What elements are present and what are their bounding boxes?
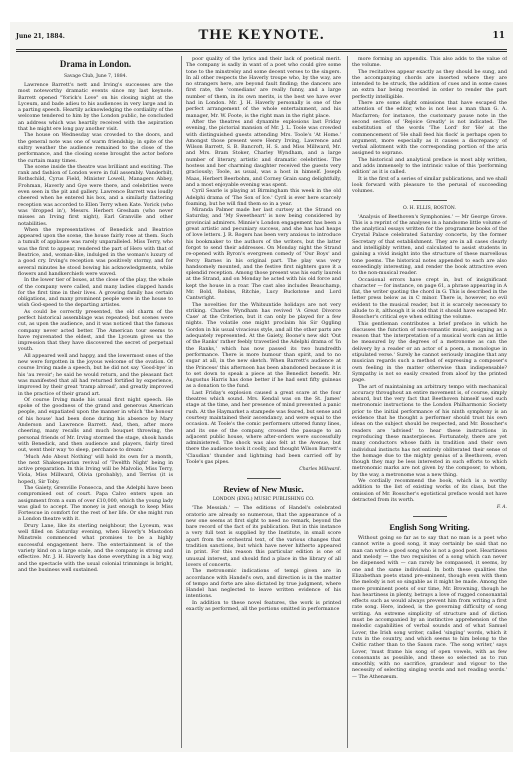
paragraph: It is the first of a series of similar publications, and we shall look forward with pleasure to the perusal of succeeding volumes. (352, 175, 507, 195)
paragraph: When the representatives of Benedick and Beatrice appeared upon the scene, the house fairly rose at them. Such a tumult of applause was rarely unparalleled. Miss Terry, who was the first to appear, rendered the part of Hero with that of Beatrice, and, woman-like, indulged in the woman's luxury of a good cry. Irving's reception was positively stormy, and for several minutes he stood bowing his acknowledgments, while flowers and handkerchiefs were waved. (18, 226, 173, 277)
paragraph: Occasional errors have crept in, but of insignificant character — for instance, on page 61, a phrase appearing in A flat, the writer quoting the chord in G. This is described in the letter press below as in C minor. There is, however, no evil evident to the musical reader, but it is scarcely necessary to allude to it, although it is odd that it should have escaped Mr. Bosscher's critical eye when editing the volume. (352, 276, 507, 321)
paragraph: The novelties for the Whitsuntide holidays are not very striking. Charles Wyndham has revived 'A Great Divorce Case' at the Criterion, but it can only be played for a few nights. The volatile one might proclaim his Sir Oggling Gordon in his usual vivacious style, and all the other parts are adequately represented. At the Gaiety, Boone's new skit 'Out of the Ranks' rather feebly travestied the Adelphi drama of 'In the Ranks,' which has now passed its two hundredth performance. There is more humour than spirit, and to no sugar at all, in the new sketch. When Barrett's audience at the Princess' this afternoon has been abandoned because it is to set down to speak a piece at the Benedict benefit. Mr. Augustus Harris has done better if he had sent fifty guineas as a donation to the fund. (186, 301, 341, 390)
column-divider (181, 56, 182, 748)
author-signature: Charles Millward. (299, 467, 341, 473)
paragraph: The art of maintaining an arbitrary tempo with mechanical accuracy throughout an entire movement is, of course, simply absurd, but the very fact that Beethoven himself used such metronomic instructions to the London Philharmonic Society prior to the initial performance of his ninth symphony is an evidence that he thought a performer should trust his own ideas on the subject should be respected, and Mr. Bosscher's readers are 'advised' to hear these instructions in reproducing these masterpieces. Fortunately, there are yet many conductors whose faith in tradition and their own individual instincts has not entirely obliterated their sense of the homage due to the mighty genius of a Beethoven, even though they may be less interested in such efforts to which metronomic marks are not given by the composer, to whom, by the way, a metronome was a new thing. (352, 383, 507, 478)
review-body (352, 214, 507, 504)
article-heading: Drama in London. (59, 59, 132, 69)
article-body (18, 82, 173, 573)
section-separator (247, 478, 281, 479)
column-divider (347, 56, 348, 748)
header-rule-thin (16, 51, 507, 52)
article-body-continued (186, 56, 341, 465)
header-rule (16, 49, 507, 50)
review-body (186, 505, 341, 612)
paragraph: The Gaiety, Grenville Fonsecca, and the Adelphi have been compromised out of court. Papa Calvo enters upon an assignment from a sum of over £10,000, which the young lady was glad to accept. The money is just enough to keep Miss Fortescue in comfort for the rest of her life. Or she might run a London theatre with it. (18, 485, 173, 523)
paragraph: In the lower tier of boxes, at the close of the play, the whole of the company were called, and many ladies clapped hands for the first time in their lives. A growing family has certain obligations, and many prominent people were in the house to wish God-speed to the departing artistes. (18, 277, 173, 309)
paragraph: 'Analysis of Beethoven's Symphonies.' — Mr George Grove. This is a reprint of the analyses in a handsome little volume of the analytical essays written for the programme books of the Crystal Palace celebrated Saturday concerts, by the former Secretary of that establishment. They are in all cases clearly and intelligibly written, and calculated to assist students in gaining a vivid insight into the structure of these marvellous tone poems. The historical notes appended to each are also exceedingly interesting, and render the book attractive even to the non-musical reader. (352, 213, 507, 277)
page-number: 11 (492, 31, 505, 41)
column-2 (186, 56, 341, 746)
article-body (352, 535, 507, 680)
issue-date: June 21, 1884. (16, 33, 65, 40)
dateline: Savage Club, June 7, 1884. (63, 74, 128, 79)
paragraph: This gentleman contributes a brief preface in which he discusses the function of non-romantic music, assigning as a reason that 'the interpretation of a musical work can as little be measured by the degrees of a metronome as can the delivery by a reader or an actor of a poem, a monologue in stipulated verse.' Surely he cannot seriously imagine that any musician regards such a method of expressing a composer's own feeling in the matter otherwise than indispensable? Sympathy is not so easily created from aloof by the printed page. (352, 320, 507, 384)
paragraph: We cordially recommend the book, which is a worthy addition to the list of existing works of its class, but the omission of Mr. Bosscher's egotistical preface would not have detracted from its worth. (352, 478, 507, 503)
paragraph: Of course Irving made his usual first night speech. He spoke of the goodness of the grand and generous American people, and expatiated upon the manner in which 'the honour of his house' had been done during his absence by Mary Anderson and Lawrence Barrett. And, then, after more cheering, many recalls and much bouquet throwing, the personal friends of Mr. Irving stormed the stage, shook hands with Benedick, and then audience and players, fairly tired out, went their way 'to sleep, perchance to dream.' (18, 396, 173, 454)
paragraph: The metronomic indications of tempi given are in accordance with Handel's own, and direction is in the matter of tempo and forte are also dictated by true judgment, where Handel has neglected to leave written evidence of his intentions. (186, 568, 341, 600)
publisher-line: O. H. ELLIS, BOSTON. (403, 205, 456, 211)
section-separator (413, 516, 447, 517)
paragraph: Miranda Palmer made her last curtsey at the Strand on Saturday, and 'My Sweetheart' is now being considered by provincial admirers. Minnie's London engagement has been a great artistic and pecuniary success, and she has had heaps of love letters. J. R. Rogers has been very anxious to introduce his bookmaker to the authors of the writers, but the latter forgot to send their addresses. On Monday night the Strand re-opened with Byron's evergreen comedy of 'Our Boys' and Percy Barnes in his original part. The play was very handsomely mounted, and the festive first nighters gave it a splendid reception. Among those present was his early laurels at the Strand, and on Monday he acted with his old force and kept the house in a roar. The cast also includes Beauchamp, Mr. Bold, Robins, Ritchie, Lucy Buckstone and Lord Cantwright. (186, 207, 341, 302)
paragraph: As could be correctly presented, the old charm of the perfect historical assemblage was repeated; but scenes were cut, as upon the audience, and it was noticed that the famous company never acted better. The American tour seems to have rejuvenated the eldest, and the Lyceum gives us the impression that they have discovered the secret of perpetual youth. (18, 308, 173, 353)
paragraph: All appeared well and happy, and the lowermost ones of the new were forgotten in the joyous welcome of the ovation. Of course Irving made a speech, but he did not say 'Good-bye' in his 'au revoir'; he said he would return, and the pleasant fact was manifested that all had returned fortified by experience, improved by their great 'tramp abroad', and greatly improved in the practice of their grand art. (18, 352, 173, 397)
section-heading: Review of New Music. (223, 484, 304, 495)
column-1 (18, 56, 173, 746)
paragraph: The house on Wednesday was crowded to the doors, and the general note was one of warm friendship; in spite of the sultry weather the audience remained to the close of the performance, and the closing scene brought the actor before the curtain many times. (18, 132, 173, 164)
masthead-title: THE KEYNOTE. (198, 27, 325, 43)
paragraph: Without going so far as to say that no man is a poet who cannot write a good song, it may certainly be said that no man can write a good song who is not a good poet. Heartiness and melody — the two requisites of a song which can never be dispensed with — can rarely be compassed, it seems, by one and the same individual. In both these qualities the Elizabethan poets stand pre-eminent, though even with them the melody is not so singable as it might be made. Among the more prominent poets of our time, Mr. Browning, though he has heartiness in plenty, betrays a love of rugged consonantal effects such as would always prevent him from writing a first rate song. Here, indeed, is the governing difficulty of song writing. An extreme simplicity of structure and of diction must be accompanied by an instinctive apprehension of the melodic capabilities of verbal sounds and of what Samuel Lover, the Irish song writer, called 'singing' words, which it ruts in the country, and which seems to him belong to the Celtic rather than to the Saxon race. 'The song writer,' says Lover, 'must frame his song of open vowels, with as few consonants as possible, and these so selected as to run smoothly, with no sacrifice, grandeur and vigour to the necessity of selecting singing words and not reading words.' — The Athenæum. (352, 535, 507, 680)
section-heading: English Song Writing. (389, 522, 470, 533)
paragraph: Drury Lane, like its sterling neighbour, the Lyceum, was well filled on Saturday evening, when Haverly's Mastodon Minstrels commenced what promises to be a highly successful engagement here. The entertainment is of the variety kind on a large scale, and the company is strong and effective. Mr. J. H. Haverly has done everything in a big way, and the spectacle with the usual colonial trimmings is bright, and the business well sustained. (18, 522, 173, 573)
review-body-continued (352, 56, 507, 195)
paragraph: Lawrence Barrett's nett and Irving's successes are the most noteworthy dramatic events since my last keynote. Barrett opened "Yorick's Love" on his closing night at the Lyceum, and bade adieu to his audiences in very large and in a parting speech. Heartily acknowledging the cordiality of the welcome tendered to him by the London public, he concluded an address which was heartily received with the aspiration that he might ere long pay another visit. (18, 82, 173, 133)
paragraph: The recitatives appear exactly as they should be sung, and the accompanying chords are inserted where they are intended to be struck, the addition of cues and in some cases an extra bar being recorded in order to render the part perfectly intelligible. (352, 68, 507, 100)
reviewer-signature: F. A. (496, 505, 507, 511)
paragraph: Cyril Searle is playing at Birmingham this week in the old Adelphi drama of 'The Son of Ice.' Cyril is ever here scarcely foaming, but he will find them so in a year. (186, 188, 341, 207)
column-3 (352, 56, 507, 746)
paragraph: The scene inside the theatre was brilliant and exciting. The rank and fashion of London were in full assembly. Vanderbilt, Rothschild, Cyrus Field, Minister Lowell, Managers Abbey, Frohman, Haverly and Gye were there, and celebrities were even seen in the pit and gallery. Lawrence Barrett was loudly cheered when he entered his box, and a similarly flattering reception was accorded to Ellen Terry when Kate. Yorick (who was 'dropped in'), Messrs. Herbert Gresham (who never misses an Irving first night), Earl Granville and other notabilities. (18, 163, 173, 227)
paragraph: In addition to these novel features, the work is printed exactly as performed, all the portions omitted in performance (186, 599, 341, 613)
paragraph: Last Friday's explosion caused a great scare at the four theatres which sound. Mrs. Kendal was on the St. James' stage at the time, and her presence of mind prevented a panic rush. At the Haymarket a stampede was feared, but sense and courtesy maintained their ascendancy, and were equal to the occasion. At Toole's the comic performers uttered funny lines, and its one of the company, crossed the passage to an adjacent public house, where after-orders were successfully administered. The shock was also felt at the Avenue, but there the audience took it coolly, and thought Wilson Barrett's 'Claudian' thunder and lightning had been carried off by Toole's gas pipes. (186, 389, 341, 465)
publisher-line: LONDON (ENG.) MUSIC PUBLISHING CO. (212, 497, 315, 503)
paragraph: 'The Messiah.' — The editions of Handel's celebrated oratorio are already so numerous, that the appearance of a new one seems at first sight to need no remark, beyond the bare record of the fact of its publication. But in this instance a very full text is supplied by the Institute, in small score apart from the orchestral text, of the various changes that tradition sanctions, but which have never hitherto appeared in print. For this reason this particular edition is one of unusual interest, and should find a place in the library of all lovers of concerts. (186, 505, 341, 568)
section-separator (413, 200, 447, 201)
page-header (10, 22, 513, 48)
paragraph: There are some slight omissions that have escaped the attention of the editor, who is not less a man than G. A. Macfarren; for instance, the customary pause note in the second section of 'Rejoice Greatly' is not indicated. The substitution of the words 'The Lord' for 'He' at the commencement of 'He shall feed his flock' is perhaps open to argument, more especially as it causes a discrepancy of verbal allotment with the corresponding portion of the aria assigned to soprano. (352, 100, 507, 157)
paragraph: poor quality of the lyrics and their lack of poetical merit. The company is sadly in want of a poet who could give some tone to the minstrelsy and some decent verses to the singers. In all other respects the Haverly troupe who, by the way, are no strangers here, are beyond fault finding; the dancers are first rate, the 'comedians' are really funny, and a large number of them, in its own merits, is the best we have ever had in London. Mr. J. H. Haverly personally is one of the perfect arrangement of the whole entertainment, and his manager, Mr. W. Foote, is the right man in the right place. (186, 56, 341, 119)
paragraph: more forming an appendix. This also adds to the value of the volume. (352, 56, 507, 69)
newspaper-page (10, 22, 513, 752)
paragraph: 'Much Ado About Nothing' will hold its own for a month, the next Shakespearian revival of 'Twelfth Night' being in active preparation. In this Irving will be Malvolio, Miss Terry, Viola, Miss Millward, Olivia (probably), and Terriss (it is hoped), Sir Toby. (18, 453, 173, 485)
paragraph: After the theatres and dynamite explosions last Friday evening, the pictorial mansion of Mr. J. L. Toole was crowded with distinguished guests attending Mrs. Toole's 'At Home.' Amongst those present were Henry Irving, Lawrence and Wilson Barrett, S. B. Bancroft, H. S. and Miss Millward, Mr. and Mrs. Bram Stoker, Charley Wyndham, and a large number of literary, artistic and dramatic celebrities. The hostess and her charming daughter received the guests very graciously; Toole, as usual, was a host in himself. Joseph Maas, Herbert Beerbohm, and Corney Grain sang delightfully, and a most enjoyable evening was spent. (186, 118, 341, 188)
paragraph: The historical and analytical preface is most ably written, and adds immensely to the intrinsic value of this 'performing edition' as it is called. (352, 156, 507, 176)
